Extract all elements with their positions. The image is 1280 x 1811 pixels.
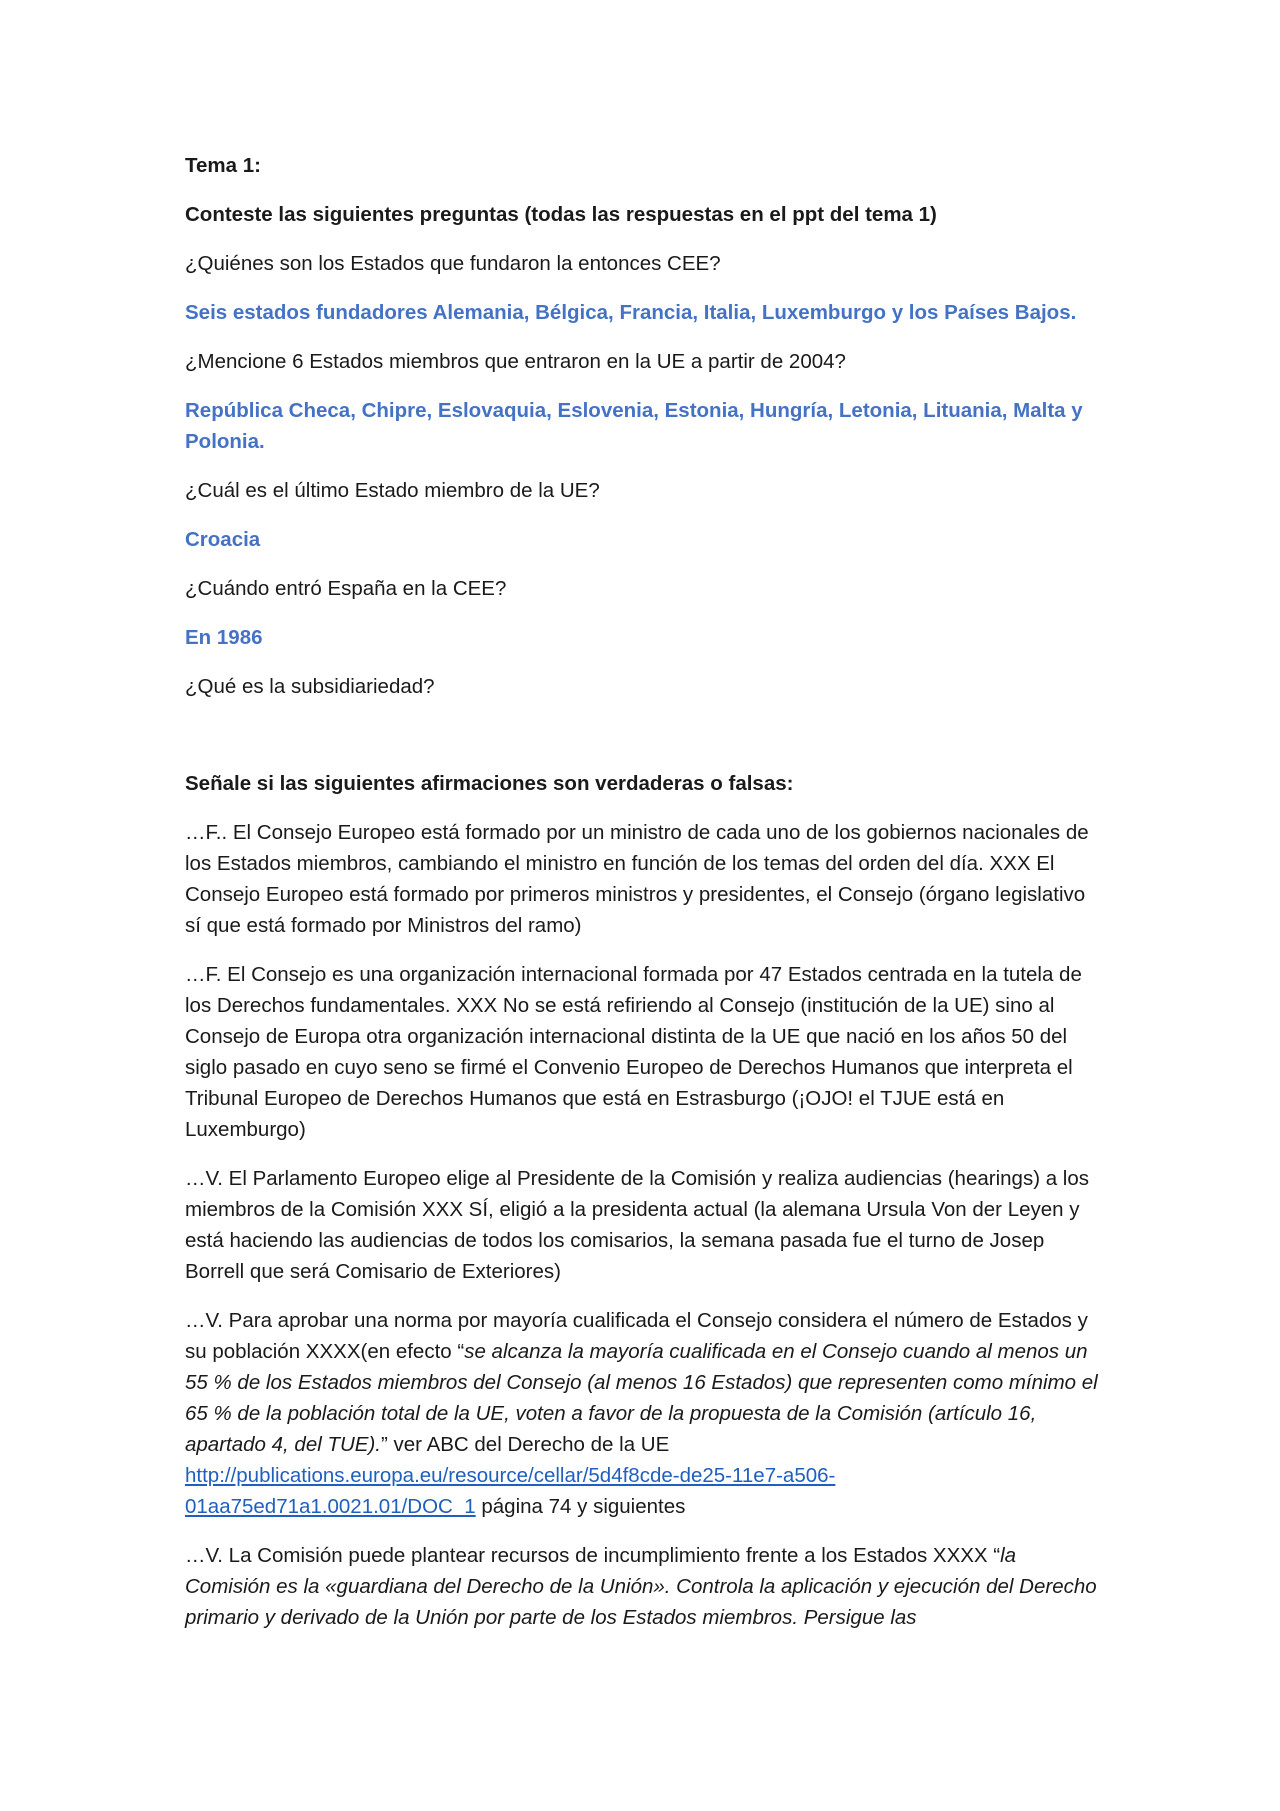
instruction-text: Conteste las siguientes preguntas (todas las respuestas en el ppt del tema 1): [185, 203, 937, 226]
question-1: ¿Quiénes son los Estados que fundaron la entonces CEE?: [185, 252, 721, 275]
statement-1: …F.. El Consejo Europeo está formado por un ministro de cada uno de los gobiernos nacionales de los Estados miembros, cambiando el ministro en función de los temas del orden del día. XXX El Consejo Europeo está formado por primeros ministros y presidentes, el Consejo (órgano legislativo sí que está formado por Ministros del ramo): [185, 821, 1089, 937]
page-heading: Tema 1:: [185, 154, 261, 177]
question-5: ¿Qué es la subsidiariedad?: [185, 675, 435, 698]
statement-2: …F. El Consejo es una organización internacional formada por 47 Estados centrada en la tutela de los Derechos fundamentales. XXX No se está refiriendo al Consejo (institución de la UE) sino al Consejo de Europa otra organización internacional distinta de la UE que nació en los años 50 del siglo pasado en cuyo seno se firmé el Convenio Europeo de Derechos Humanos que interpreta el Tribunal Europeo de Derechos Humanos que está en Estrasburgo (¡OJO! el TJUE está en Luxemburgo): [185, 963, 1082, 1141]
true-false-heading: Señale si las siguientes afirmaciones son verdaderas o falsas:: [185, 772, 794, 795]
answer-3: Croacia: [185, 528, 261, 551]
question-3: ¿Cuál es el último Estado miembro de la UE?: [185, 479, 600, 502]
statement-4-quote: se alcanza la mayoría cualificada en el Consejo cuando al menos un 55 % de los Estados miembros del Consejo (al menos 16 Estados) que representen como mínimo el 65 % de la población total de la UE, voten a favor de la propuesta de la Comisión (artículo 16, apartado 4, del TUE).: [185, 1340, 1098, 1456]
statement-5-quote: la Comisión es la «guardiana del Derecho de la Unión». Controla la aplicación y ejecución del Derecho primario y derivado de la Unión por parte de los Estados miembros. Persigue las: [185, 1544, 1097, 1629]
document-page: [185, 150, 1105, 1651]
statement-5-text: …V. La Comisión puede plantear recursos de incumplimiento frente a los Estados XXXX “: [185, 1544, 1001, 1567]
abc-derecho-ue-link[interactable]: http://publications.europa.eu/resource/cellar/5d4f8cde-de25-11e7-a506-01aa75ed71a1.0021.01/DOC_1: [185, 1464, 836, 1518]
question-4: ¿Cuándo entró España en la CEE?: [185, 577, 507, 600]
statement-4-text: …V. Para aprobar una norma por mayoría cualificada el Consejo considera el número de Estados y su población XXXX(en efecto “: [185, 1309, 1088, 1363]
spacer: [185, 720, 1105, 768]
question-2: ¿Mencione 6 Estados miembros que entraron en la UE a partir de 2004?: [185, 350, 846, 373]
statement-3: …V. El Parlamento Europeo elige al Presidente de la Comisión y realiza audiencias (hearings) a los miembros de la Comisión XXX SÍ, eligió a la presidenta actual (la alemana Ursula Von der Leyen y está haciendo las audiencias de todos los comisarios, la semana pasada fue el turno de Josep Borrell que será Comisario de Exteriores): [185, 1167, 1090, 1283]
statement-4: [185, 1305, 1105, 1522]
statement-5: [185, 1540, 1105, 1633]
answer-2: República Checa, Chipre, Eslovaquia, Eslovenia, Estonia, Hungría, Letonia, Lituania, Malta y Polonia.: [185, 399, 1083, 453]
answer-1: Seis estados fundadores Alemania, Bélgica, Francia, Italia, Luxemburgo y los Países Bajos.: [185, 301, 1077, 324]
statement-4-reference: ” ver ABC del Derecho de la UE: [381, 1433, 670, 1456]
statement-4-page: página 74 y siguientes: [475, 1495, 686, 1518]
answer-4: En 1986: [185, 626, 263, 649]
